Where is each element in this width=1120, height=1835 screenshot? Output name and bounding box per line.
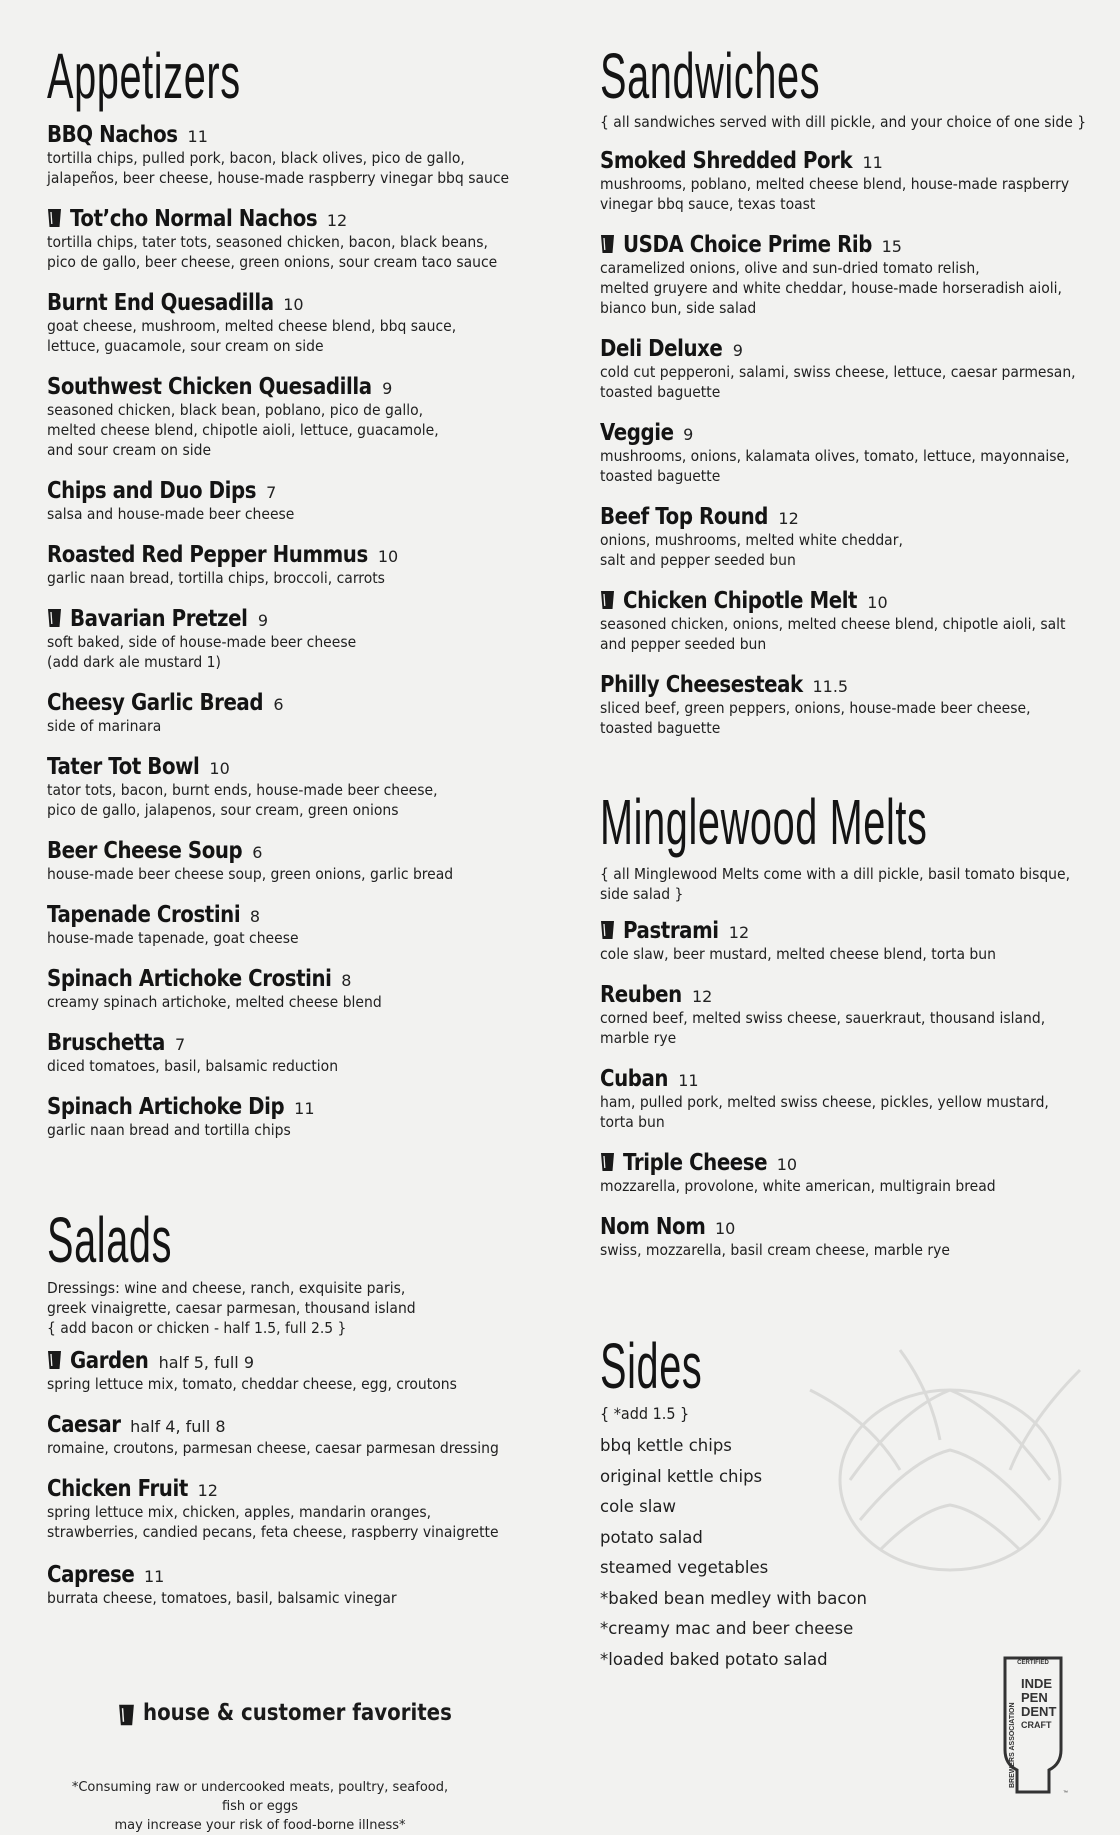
item-price: 9 [257, 611, 269, 630]
sandwich-item [600, 672, 1090, 738]
item-header [47, 1094, 547, 1120]
item-price: 11.5 [812, 677, 849, 696]
side-item: original kettle chips [600, 1466, 763, 1486]
item-header [600, 504, 1090, 530]
item-header [47, 1030, 547, 1056]
side-item: steamed vegetables [600, 1558, 769, 1577]
sides-note: { *add 1.5 } [600, 1404, 690, 1423]
side-item: *creamy mac and beer cheese [600, 1619, 854, 1638]
item-description: ham, pulled pork, melted swiss cheese, pickles, yellow mustard, torta bun [600, 1093, 1049, 1131]
item-header [47, 478, 547, 504]
item-name: Deli Deluxe [600, 336, 723, 362]
item-description: garlic naan bread, tortilla chips, broccoli, carrots [47, 569, 385, 587]
badge-line3: DENT [1021, 1704, 1057, 1719]
item-name: BBQ Nachos [47, 122, 178, 148]
item-name: Spinach Artichoke Crostini [47, 966, 332, 992]
item-name: Chicken Fruit [47, 1476, 188, 1502]
item-name: Roasted Red Pepper Hummus [47, 542, 368, 568]
item-description: mozzarella, provolone, white american, multigrain bread [600, 1177, 996, 1195]
badge-tm: ™ [1063, 1790, 1068, 1796]
item-name: Beer Cheese Soup [47, 838, 243, 864]
item-price: 9 [683, 425, 694, 444]
item-name: Garden [70, 1348, 149, 1374]
appetizer-item [47, 754, 547, 820]
item-header [47, 838, 547, 864]
side-item: bbq kettle chips [600, 1436, 732, 1455]
item-name: Veggie [600, 420, 674, 446]
item-price: 9 [382, 379, 393, 398]
item-description: sliced beef, green peppers, onions, house-made beer cheese, toasted baguette [600, 699, 1031, 737]
beer-mug-icon [600, 920, 615, 940]
appetizer-item [47, 606, 547, 672]
item-description: tator tots, bacon, burnt ends, house-made beer cheese, pico de gallo, jalapenos, sour cream, green onions [47, 781, 438, 819]
item-header [47, 1476, 547, 1502]
sandwich-item [600, 336, 1090, 402]
item-header [47, 902, 547, 928]
sandwiches-title: Sandwiches [600, 40, 821, 112]
item-description: soft baked, side of house-made beer cheese (add dark ale mustard 1) [47, 633, 357, 671]
item-description: romaine, croutons, parmesan cheese, caesar parmesan dressing [47, 1439, 499, 1457]
item-price: 8 [341, 971, 352, 990]
item-header [600, 232, 1090, 258]
melts-note: { all Minglewood Melts come with a dill pickle, basil tomato bisque, side salad } [600, 865, 1071, 903]
item-name: Reuben [600, 982, 682, 1008]
item-name: Philly Cheesesteak [600, 672, 803, 698]
beer-mug-icon [600, 1152, 615, 1172]
appetizer-item [47, 542, 547, 588]
melt-item [600, 918, 1090, 964]
item-name: Cheesy Garlic Bread [47, 690, 264, 716]
item-description: house-made beer cheese soup, green onions, garlic bread [47, 865, 454, 883]
item-header [47, 206, 547, 232]
salad-item [47, 1348, 547, 1394]
item-header [600, 982, 1090, 1008]
salad-item [47, 1412, 547, 1458]
item-price: 10 [377, 547, 399, 566]
item-header [47, 374, 547, 400]
item-price: 12 [728, 923, 750, 942]
item-description: spring lettuce mix, chicken, apples, mandarin oranges, strawberries, candied pecans, feta cheese, raspberry vinaigrette [47, 1503, 499, 1541]
item-description: onions, mushrooms, melted white cheddar, salt and pepper seeded bun [600, 531, 903, 569]
item-price: 12 [691, 987, 713, 1006]
legend-label: house & customer favorites [143, 1700, 452, 1726]
item-price: 10 [867, 593, 888, 612]
item-price: 7 [266, 483, 277, 502]
independent-craft-badge [1001, 1654, 1068, 1796]
sandwich-item [600, 232, 1090, 318]
item-header [600, 1214, 1090, 1240]
item-name: Chicken Chipotle Melt [623, 588, 858, 614]
beer-mug-icon [47, 1350, 62, 1370]
item-header [47, 122, 547, 148]
appetizer-item [47, 290, 547, 356]
item-name: Bavarian Pretzel [70, 606, 248, 632]
item-description: diced tomatoes, basil, balsamic reduction [47, 1057, 339, 1075]
item-price: 9 [732, 341, 743, 360]
item-description: mushrooms, poblano, melted cheese blend, house-made raspberry vinegar bbq sauce, texas toast [600, 175, 1070, 213]
salads-dressings-note: Dressings: wine and cheese, ranch, exquisite paris, greek vinaigrette, caesar parmesan, thousand island { add bacon or chicken - half 1.5, full 2.5 } [47, 1279, 416, 1337]
item-name: Beef Top Round [600, 504, 769, 530]
item-description: mushrooms, onions, kalamata olives, tomato, lettuce, mayonnaise, toasted baguette [600, 447, 1070, 485]
item-name: Pastrami [623, 918, 719, 944]
sandwich-item [600, 420, 1090, 486]
item-price: 10 [209, 759, 230, 778]
item-name: Tapenade Crostini [47, 902, 241, 928]
appetizer-item [47, 838, 547, 884]
item-description: caramelized onions, olive and sun-dried tomato relish, melted gruyere and white cheddar, house-made horseradish aioli, bianco bun, side salad [600, 259, 1062, 317]
item-description: creamy spinach artichoke, melted cheese blend [47, 993, 382, 1011]
item-description: seasoned chicken, black bean, poblano, pico de gallo, melted cheese blend, chipotle aioli, lettuce, guacamole, and sour cream on side [47, 401, 439, 459]
item-header [47, 754, 547, 780]
item-description: goat cheese, mushroom, melted cheese blend, bbq sauce, lettuce, guacamole, sour cream on side [47, 317, 457, 355]
badge-side-text: BREWERS ASSOCIATION [1009, 1702, 1016, 1788]
melt-item [600, 1150, 1090, 1196]
item-header [600, 420, 1090, 446]
food-safety-footnote: *Consuming raw or undercooked meats, poultry, seafood, fish or eggs may increase your risk of food-borne illness* [71, 1780, 449, 1833]
appetizer-item [47, 902, 547, 948]
item-price: 15 [881, 237, 902, 256]
item-header [600, 148, 1090, 174]
item-header [600, 588, 1090, 614]
item-header [47, 1348, 547, 1374]
item-description: garlic naan bread and tortilla chips [47, 1121, 291, 1139]
item-name: Caprese [47, 1562, 135, 1588]
item-header [47, 690, 547, 716]
favorites-legend [118, 1700, 502, 1726]
item-name: Triple Cheese [623, 1150, 768, 1176]
item-name: Chips and Duo Dips [47, 478, 257, 504]
item-description: spring lettuce mix, tomato, cheddar cheese, egg, croutons [47, 1375, 457, 1393]
item-price: half 5, full 9 [158, 1353, 254, 1372]
salad-item [47, 1476, 547, 1542]
appetizer-item [47, 374, 547, 460]
item-price: 12 [197, 1481, 218, 1500]
side-item: *loaded baked potato salad [600, 1649, 828, 1669]
item-name: Cuban [600, 1066, 669, 1092]
melts-title: Minglewood Melts [600, 786, 928, 858]
item-price: 12 [778, 509, 799, 528]
item-price: 11 [144, 1567, 165, 1586]
item-price: half 4, full 8 [130, 1417, 226, 1436]
item-header [47, 290, 547, 316]
melt-item [600, 1066, 1090, 1132]
item-description: cole slaw, beer mustard, melted cheese blend, torta bun [600, 945, 996, 963]
item-name: Bruschetta [47, 1030, 165, 1056]
sandwich-item [600, 504, 1090, 570]
item-price: 10 [714, 1219, 736, 1238]
melt-item [600, 1214, 1090, 1260]
appetizer-item [47, 122, 547, 188]
beer-mug-icon [600, 590, 615, 610]
beer-mug-icon [600, 234, 615, 254]
item-name: USDA Choice Prime Rib [623, 232, 873, 258]
badge-line2: PEN [1021, 1690, 1048, 1705]
item-description: seasoned chicken, onions, melted cheese blend, chipotle aioli, salt and pepper seeded bun [600, 615, 1066, 653]
item-description: tortilla chips, tater tots, seasoned chicken, bacon, black beans, pico de gallo, beer cheese, green onions, sour cream taco sauce [47, 233, 498, 271]
side-item: *baked bean medley with bacon [600, 1588, 868, 1608]
item-price: 6 [252, 843, 263, 862]
item-description: tortilla chips, pulled pork, bacon, black olives, pico de gallo, jalapeños, beer cheese, house-made raspberry vinegar bbq sauce [47, 149, 510, 187]
item-header [47, 1412, 547, 1438]
item-name: Tot’cho Normal Nachos [70, 206, 318, 232]
item-price: 10 [776, 1155, 798, 1174]
sandwiches-note: { all sandwiches served with dill pickle, and your choice of one side } [600, 113, 1087, 131]
side-item: potato salad [600, 1527, 703, 1547]
hop-illustration [780, 1330, 1120, 1630]
item-name: Caesar [47, 1412, 121, 1438]
item-name: Nom Nom [600, 1214, 706, 1240]
item-price: 6 [273, 695, 284, 714]
item-price: 11 [187, 127, 208, 146]
item-name: Spinach Artichoke Dip [47, 1094, 285, 1120]
item-name: Tater Tot Bowl [47, 754, 200, 780]
beer-mug-icon [118, 1703, 135, 1727]
appetizer-item [47, 690, 547, 736]
item-header [600, 1066, 1090, 1092]
item-header [47, 1562, 547, 1588]
item-header [600, 672, 1090, 698]
item-name: Burnt End Quesadilla [47, 290, 274, 316]
item-price: 8 [249, 907, 260, 926]
item-price: 7 [174, 1035, 186, 1054]
badge-line1: INDE [1021, 1676, 1053, 1691]
item-description: cold cut pepperoni, salami, swiss cheese, lettuce, caesar parmesan, toasted baguette [600, 363, 1076, 401]
item-price: 10 [283, 295, 304, 314]
item-header [600, 336, 1090, 362]
sides-title: Sides [600, 1330, 703, 1402]
salad-item [47, 1562, 547, 1608]
item-name: Southwest Chicken Quesadilla [47, 374, 372, 400]
badge-line4: CRAFT [1021, 1720, 1052, 1730]
item-description: salsa and house-made beer cheese [47, 505, 295, 523]
item-price: 12 [326, 211, 348, 230]
item-description: side of marinara [47, 717, 162, 735]
badge-certified: CERTIFIED [1017, 1660, 1049, 1666]
melt-item [600, 982, 1090, 1048]
item-name: Smoked Shredded Pork [600, 148, 853, 174]
item-description: swiss, mozzarella, basil cream cheese, marble rye [600, 1241, 950, 1259]
appetizer-item [47, 478, 547, 524]
appetizer-item [47, 206, 547, 272]
appetizer-item [47, 1030, 547, 1076]
sandwich-item [600, 148, 1090, 214]
item-header [47, 966, 547, 992]
item-header [600, 1150, 1090, 1176]
item-header [600, 918, 1090, 944]
sandwich-item [600, 588, 1090, 654]
item-header [47, 542, 547, 568]
item-price: 11 [294, 1099, 315, 1118]
salads-title: Salads [47, 1204, 173, 1276]
beer-mug-icon [47, 208, 62, 228]
appetizer-item [47, 966, 547, 1012]
item-price: 11 [678, 1071, 699, 1090]
item-header [47, 606, 547, 632]
item-description: corned beef, melted swiss cheese, sauerkraut, thousand island, marble rye [600, 1009, 1046, 1047]
appetizer-item [47, 1094, 547, 1140]
item-description: house-made tapenade, goat cheese [47, 929, 299, 947]
side-item: cole slaw [600, 1497, 676, 1516]
item-description: burrata cheese, tomatoes, basil, balsamic vinegar [47, 1589, 397, 1607]
appetizers-title: Appetizers [47, 40, 241, 112]
item-price: 11 [862, 153, 883, 172]
beer-mug-icon [47, 608, 62, 628]
